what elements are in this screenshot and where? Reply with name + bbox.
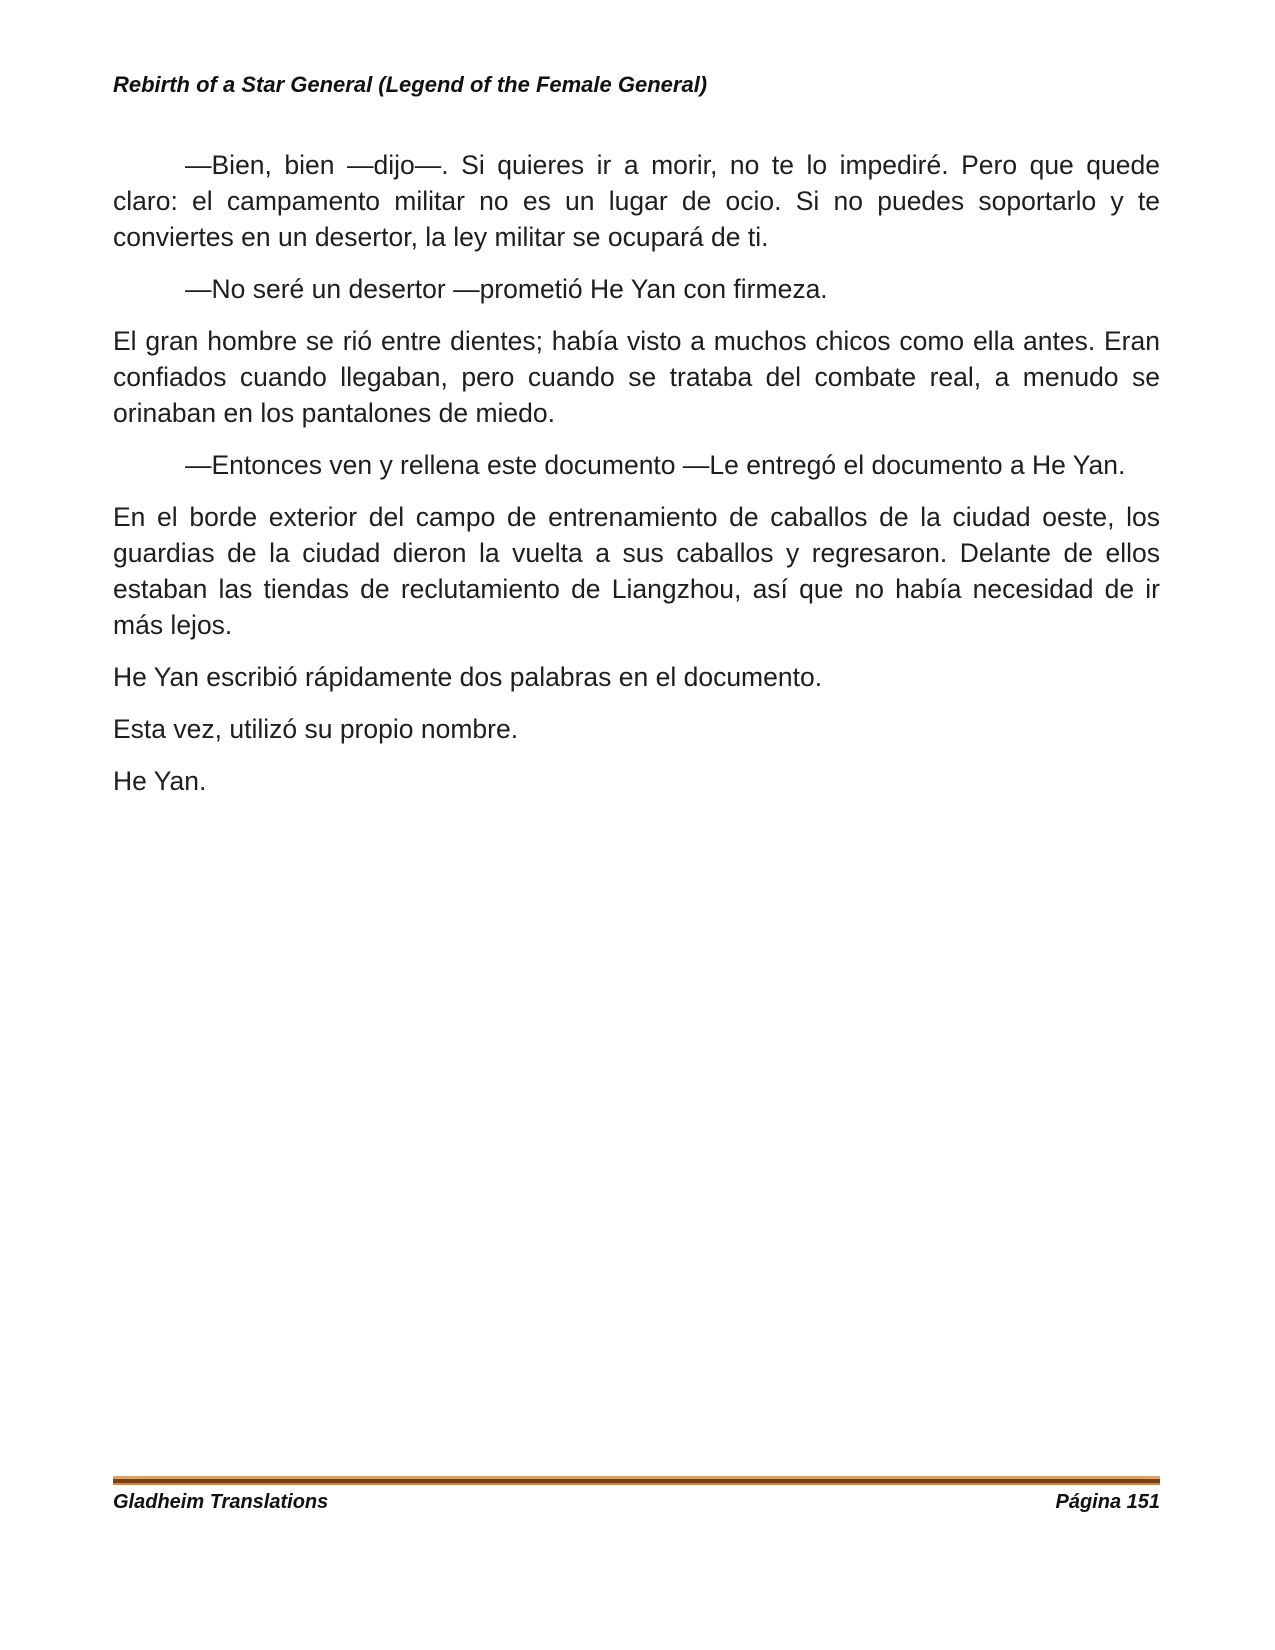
- paragraph-8: He Yan.: [113, 766, 207, 796]
- paragraph-4: —Entonces ven y rellena este documento —Le entregó el documento a He Yan.: [185, 450, 1126, 480]
- paragraph-7: Esta vez, utilizó su propio nombre.: [113, 714, 519, 744]
- footer-rule: [113, 1476, 1160, 1486]
- paragraph-5: En el borde exterior del campo de entrenamiento de caballos de la ciudad oeste, los guardias de la ciudad dieron la vuelta a sus caballos y regresaron. Delante de ellos estaban las tiendas de reclutamiento de Liangzhou, así que no había necesidad de ir más lejos.: [113, 502, 1160, 640]
- paragraph-1: —Bien, bien —dijo—. Si quieres ir a morir, no te lo impediré. Pero que quede claro: el campamento militar no es un lugar de ocio. Si no puedes soportarlo y te conviertes en un desertor, la ley militar se ocupará de ti.: [113, 150, 1160, 252]
- paragraph-2: —No seré un desertor —prometió He Yan con firmeza.: [185, 274, 828, 304]
- footer-publisher: Gladheim Translations: [113, 1491, 329, 1513]
- paragraph-6: He Yan escribió rápidamente dos palabras en el documento.: [113, 662, 823, 692]
- footer-page-number: Página 151: [1055, 1491, 1160, 1513]
- running-header-title: Rebirth of a Star General (Legend of the Female General): [113, 72, 708, 97]
- footer-rule-band-accent: [113, 1483, 1160, 1485]
- paragraph-3: El gran hombre se rió entre dientes; había visto a muchos chicos como ella antes. Eran confiados cuando llegaban, pero cuando se trataba del combate real, a menudo se orinaban en los pantalones de miedo.: [113, 326, 1160, 428]
- body-text: [113, 147, 1160, 815]
